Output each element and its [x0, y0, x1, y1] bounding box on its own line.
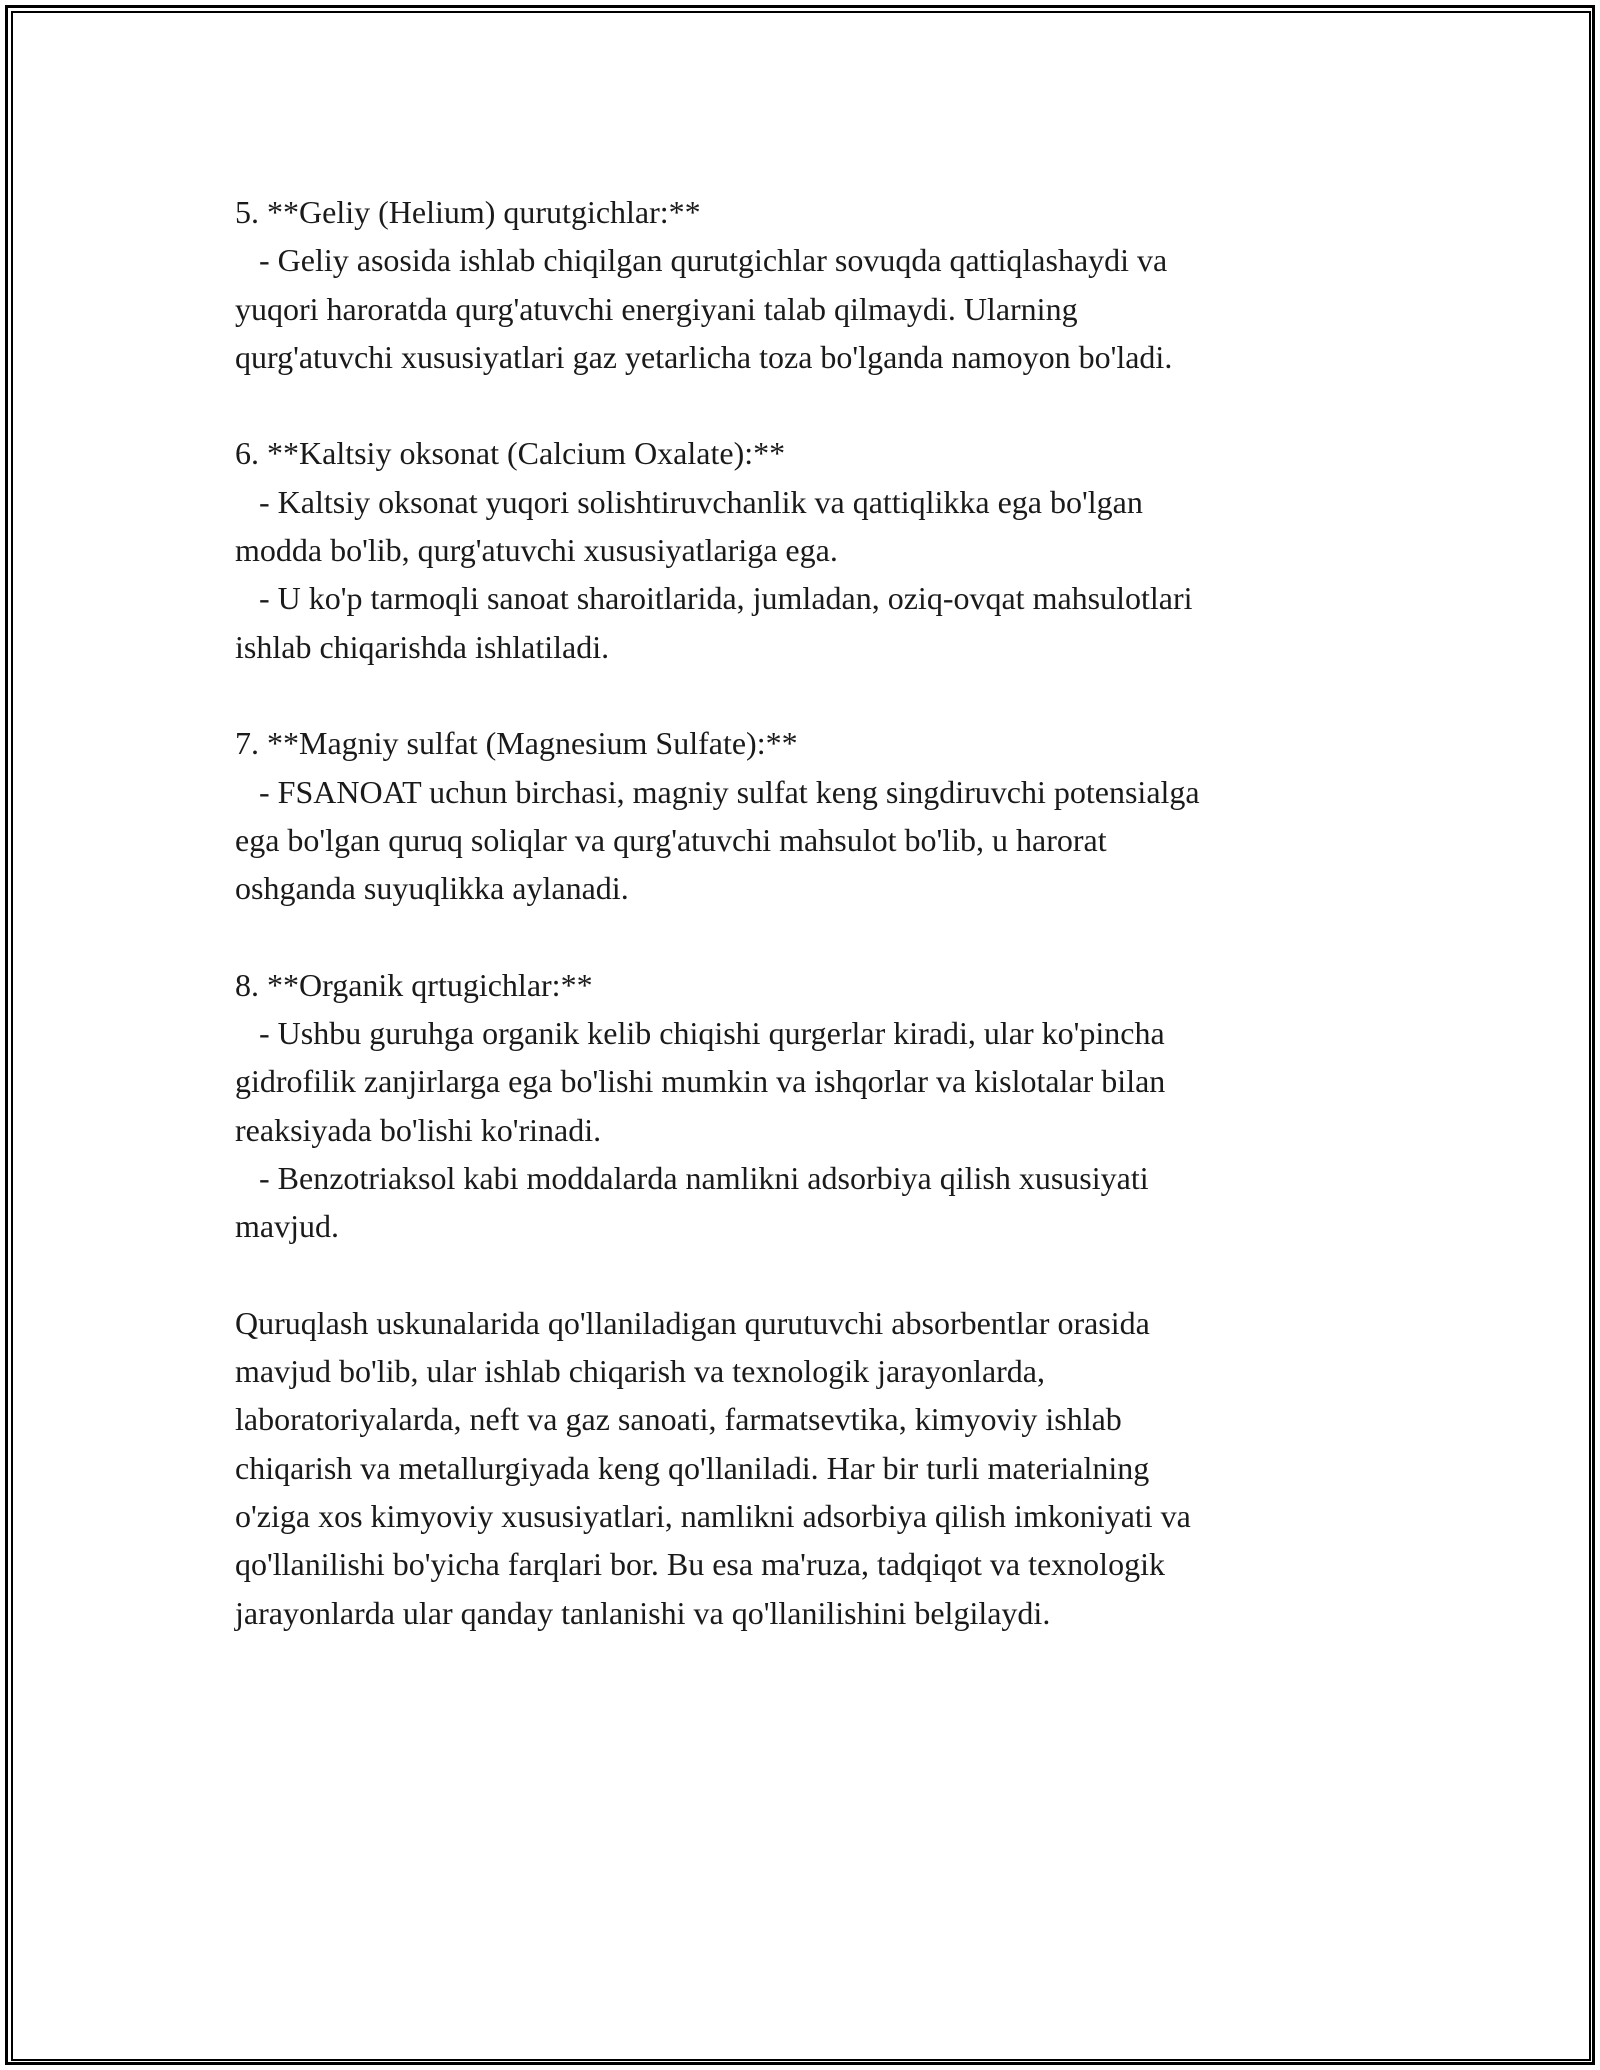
paragraph-line: mavjud.	[235, 1208, 339, 1245]
paragraph-line: chiqarish va metallurgiyada keng qo'llaniladi. Har bir turli materialning	[235, 1449, 1150, 1486]
paragraph-line: gidrofilik zanjirlarga ega bo'lishi mumkin va ishqorlar va kislotalar bilan	[235, 1063, 1166, 1100]
paragraph-line: qo'llanilishi bo'yicha farqlari bor. Bu esa ma'ruza, tadqiqot va texnologik	[235, 1546, 1165, 1583]
paragraph-line: modda bo'lib, qurg'atuvchi xususiyatlariga ega.	[235, 532, 838, 569]
section-calcium-oxalate	[235, 429, 1365, 670]
paragraph-line: reaksiyada bo'lishi ko'rinadi.	[235, 1111, 602, 1148]
paragraph-line: yuqori haroratda qurg'atuvchi energiyani talab qilmaydi. Ularning	[235, 290, 1078, 327]
paragraph-line: qurg'atuvchi xususiyatlari gaz yetarlicha toza bo'lganda namoyon bo'ladi.	[235, 338, 1173, 375]
paragraph-line: - Benzotriaksol kabi moddalarda namlikni adsorbiya qilish xususiyati	[235, 1159, 1149, 1196]
paragraph-line: ega bo'lgan quruq soliqlar va qurg'atuvchi mahsulot bo'lib, u harorat	[235, 821, 1107, 858]
paragraph-line: laboratoriyalarda, neft va gaz sanoati, farmatsevtika, kimyoviy ishlab	[235, 1401, 1122, 1438]
paragraph-line: oshganda suyuqlikka aylanadi.	[235, 870, 629, 907]
paragraph-line: - U ko'p tarmoqli sanoat sharoitlarida, jumladan, oziq-ovqat mahsulotlari	[235, 580, 1193, 617]
section-conclusion	[235, 1299, 1365, 1637]
paragraph-line: - FSANOAT uchun birchasi, magniy sulfat keng singdiruvchi potensialga	[235, 773, 1200, 810]
paragraph-line: - Ushbu guruhga organik kelib chiqishi qurgerlar kiradi, ular ko'pincha	[235, 1015, 1165, 1052]
paragraph-line: - Geliy asosida ishlab chiqilgan qurutgichlar sovuqda qattiqlashaydi va	[235, 242, 1168, 279]
paragraph-line: Quruqlash uskunalarida qo'llaniladigan qurutuvchi absorbentlar orasida	[235, 1304, 1150, 1341]
section-magnesium-sulfate	[235, 719, 1365, 912]
paragraph-line: o'ziga xos kimyoviy xususiyatlari, namlikni adsorbiya qilish imkoniyati va	[235, 1498, 1191, 1535]
paragraph-line: jarayonlarda ular qanday tanlanishi va qo'llanilishini belgilaydi.	[235, 1594, 1051, 1631]
paragraph-line: mavjud bo'lib, ular ishlab chiqarish va texnologik jarayonlarda,	[235, 1353, 1045, 1390]
paragraph-line: ishlab chiqarishda ishlatiladi.	[235, 628, 610, 665]
section-organic-dryers	[235, 961, 1365, 1251]
paragraph-line: - Kaltsiy oksonat yuqori solishtiruvchanlik va qattiqlikka ega bo'lgan	[235, 483, 1143, 520]
section-heading: 5. **Geliy (Helium) qurutgichlar:**	[235, 194, 701, 230]
section-heading: 6. **Kaltsiy oksonat (Calcium Oxalate):**	[235, 435, 786, 472]
document-body	[235, 188, 1365, 1637]
section-heading: 8. **Organik qrtugichlar:**	[235, 966, 593, 1003]
section-helium-dryers	[235, 188, 1365, 381]
section-heading: 7. **Magniy sulfat (Magnesium Sulfate):**	[235, 725, 798, 762]
